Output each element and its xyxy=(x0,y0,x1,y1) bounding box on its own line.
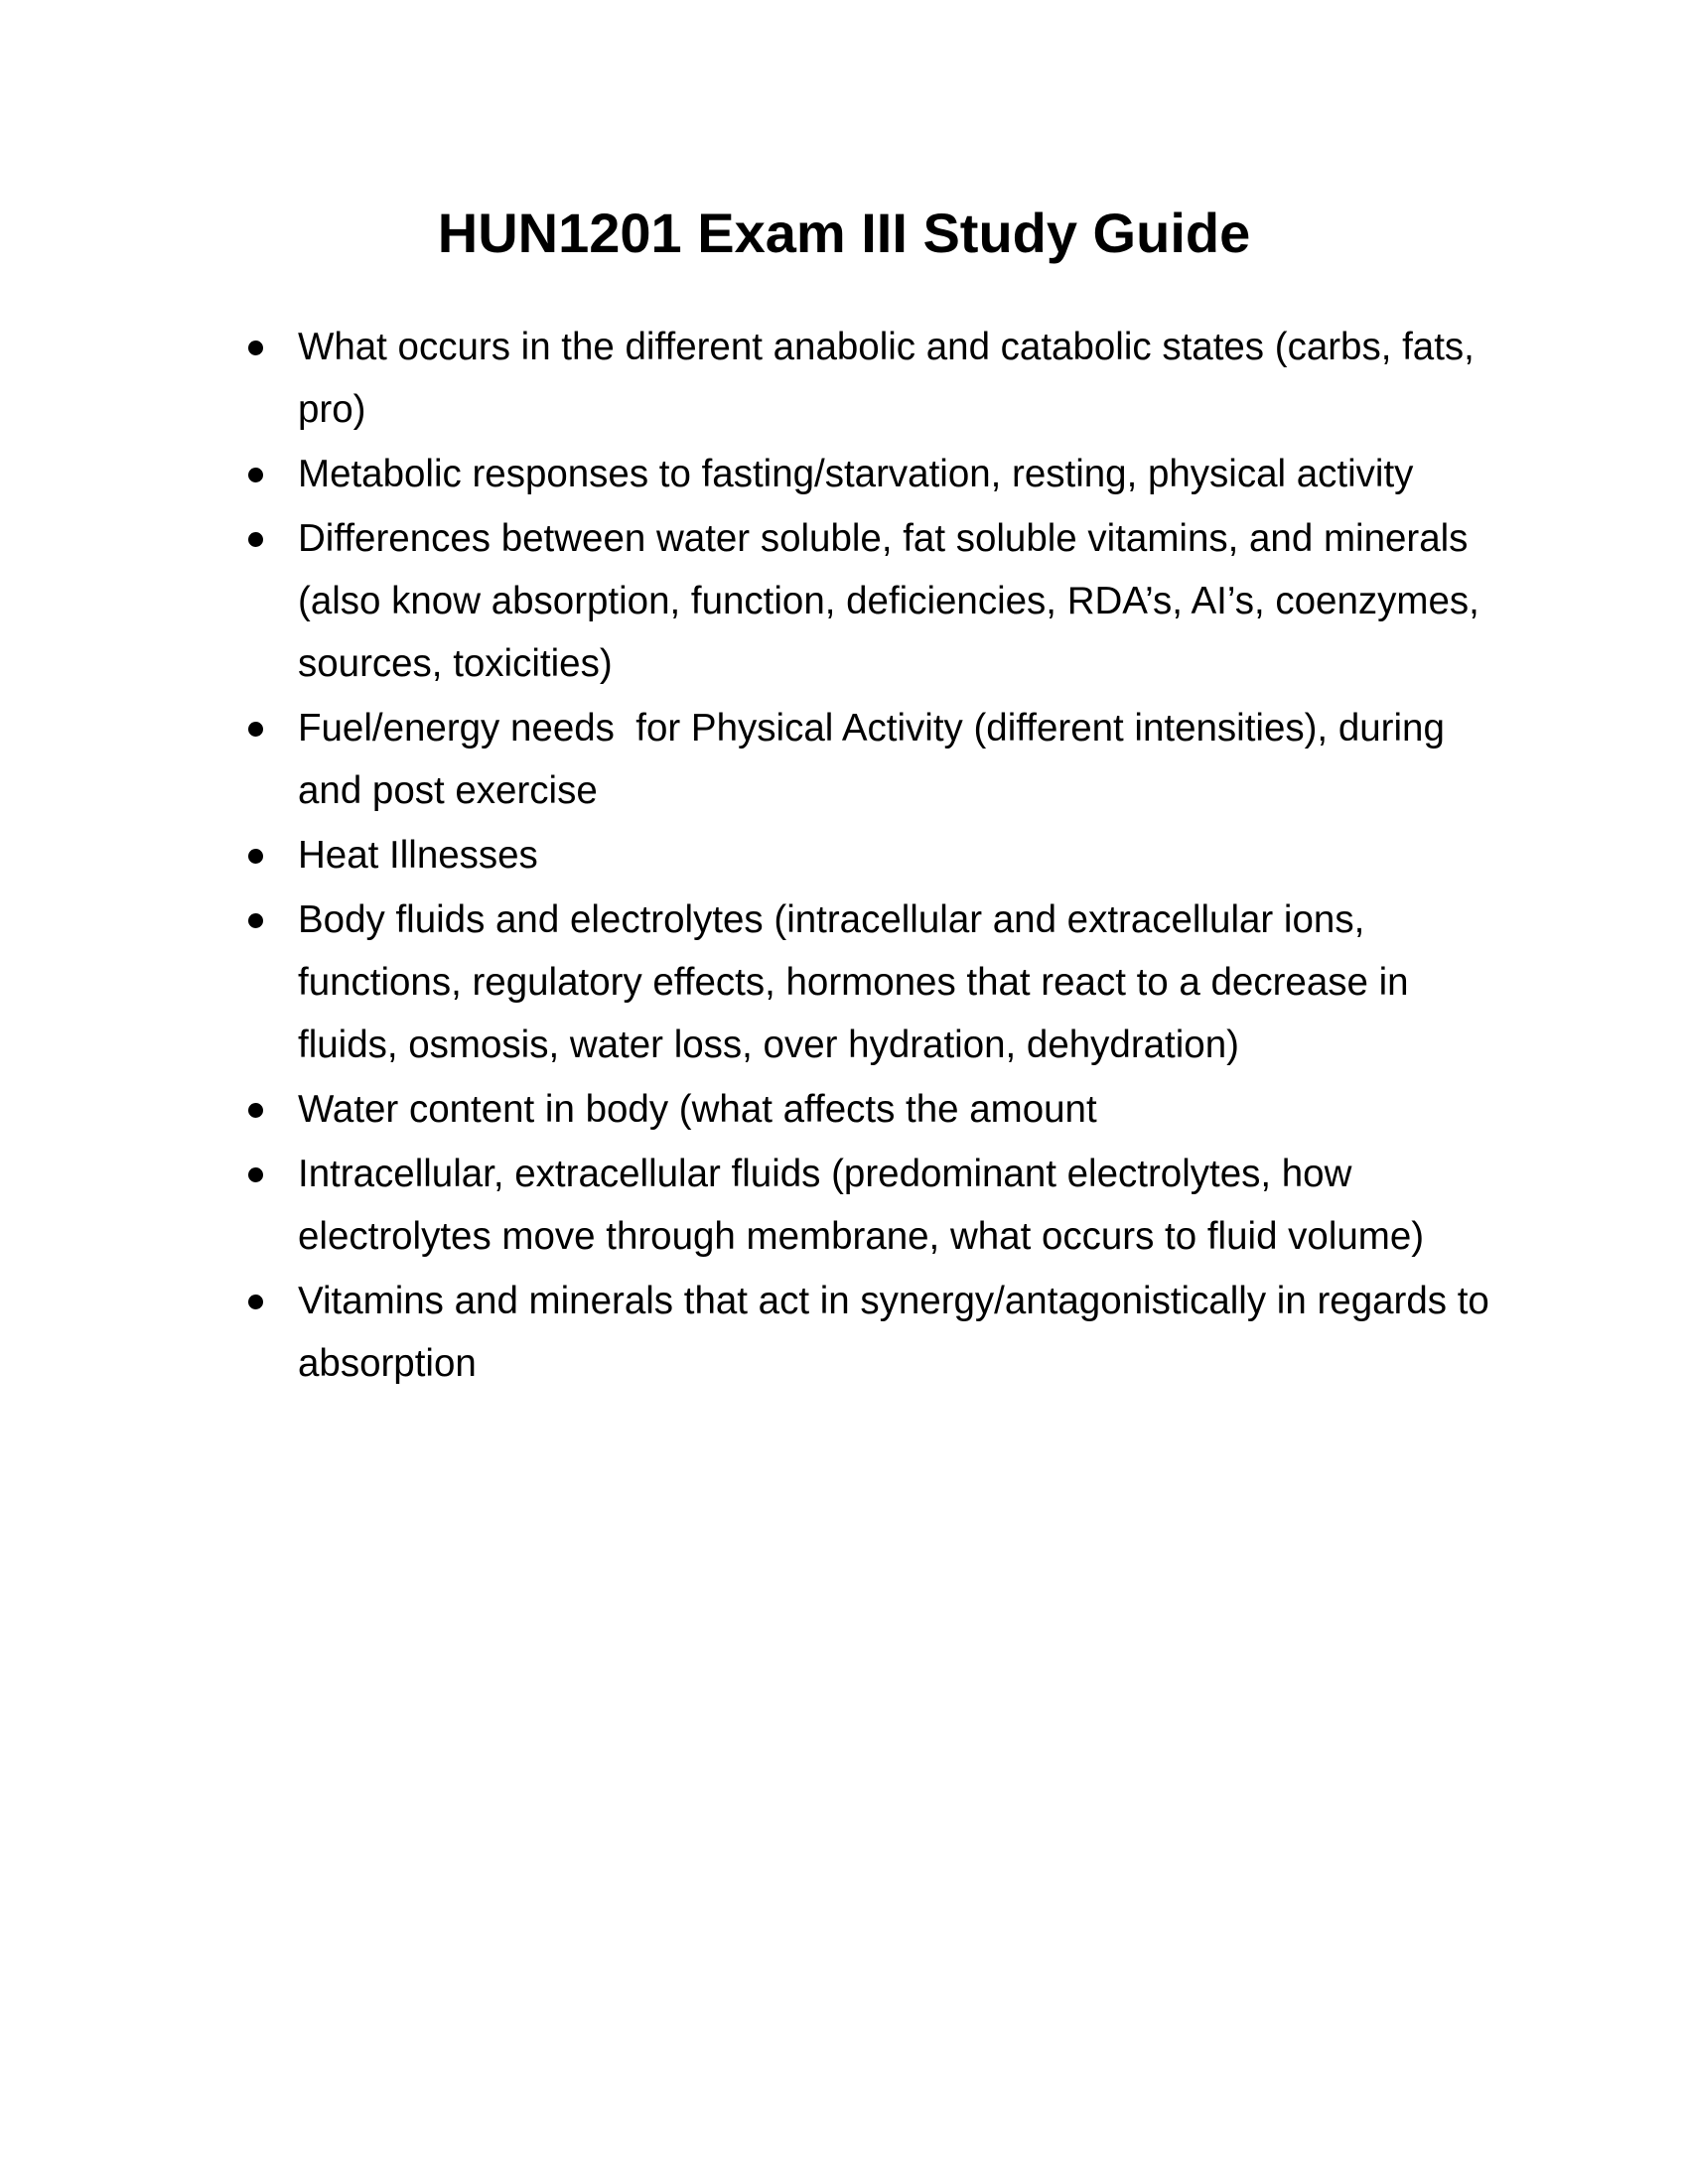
topic-text: Metabolic responses to fasting/starvation, resting, physical activity xyxy=(298,453,1414,495)
list-item xyxy=(298,507,1509,696)
bullet-icon xyxy=(248,1103,263,1118)
list-item xyxy=(298,443,1509,505)
page-title: HUN1201 Exam III Study Guide xyxy=(437,202,1251,264)
list-item xyxy=(298,316,1509,441)
topic-text: Vitamins and minerals that act in synergy/antagonistically in regards to absorption xyxy=(298,1279,1489,1385)
bullet-icon xyxy=(248,722,263,737)
list-item xyxy=(298,1270,1509,1395)
list-item xyxy=(298,888,1509,1077)
topic-text: Intracellular, extracellular fluids (predominant electrolytes, how electrolytes move through membrane, what occurs to fluid volume) xyxy=(298,1152,1425,1258)
topic-text: Differences between water soluble, fat soluble vitamins, and minerals (also know absorption, function, deficiencies, RDA’s, AI’s, coenzymes, sources, toxicities) xyxy=(298,516,1479,686)
topic-text: Water content in body (what affects the amount xyxy=(298,1088,1097,1131)
bullet-icon xyxy=(248,1295,263,1309)
topic-text: Heat Illnesses xyxy=(298,834,538,877)
bullet-icon xyxy=(248,1167,263,1182)
bullet-icon xyxy=(248,913,263,928)
bullet-icon xyxy=(248,341,263,355)
bullet-icon xyxy=(248,532,263,547)
bullet-icon xyxy=(248,468,263,482)
topic-text: What occurs in the different anabolic and catabolic states (carbs, fats, pro) xyxy=(298,326,1475,432)
list-item xyxy=(298,697,1509,822)
topic-text: Body fluids and electrolytes (intracellular and extracellular ions, functions, regulatory effects, hormones that react to a decrease in fluids, osmosis, water loss, over hydration, dehydration) xyxy=(298,897,1409,1067)
bullet-icon xyxy=(248,849,263,864)
list-item xyxy=(298,824,1509,887)
topic-list xyxy=(298,316,1509,1397)
topic-text: Fuel/energy needs for Physical Activity (different intensities), during and post exercise xyxy=(298,707,1456,813)
list-item xyxy=(298,1078,1509,1141)
list-item xyxy=(298,1143,1509,1268)
